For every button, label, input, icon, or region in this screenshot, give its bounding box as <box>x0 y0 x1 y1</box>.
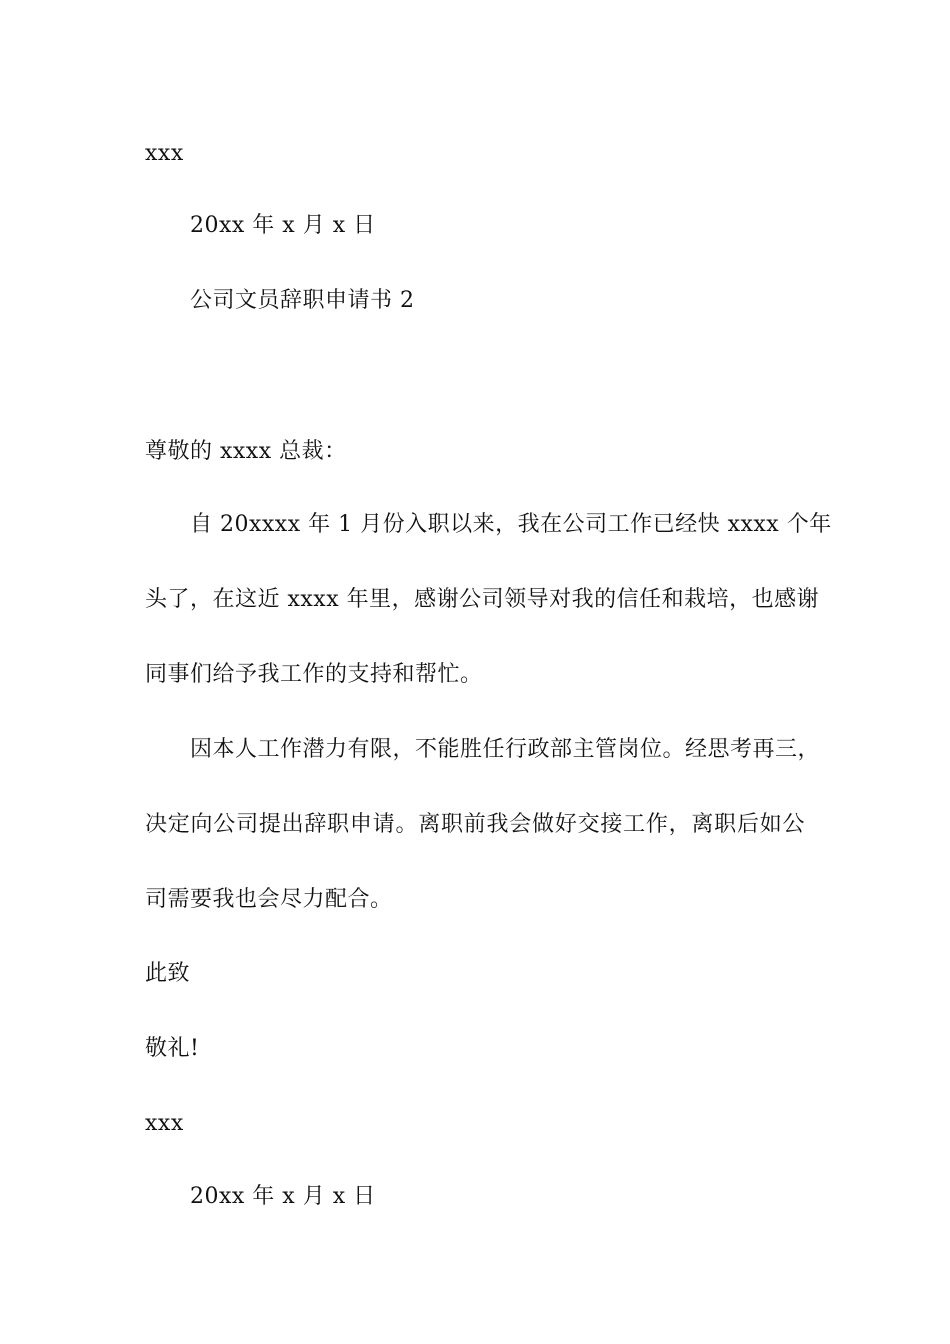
previous-letter-date: 20xx 年 x 月 x 日 <box>190 213 376 238</box>
letter-heading: 公司文员辞职申请书 2 <box>190 288 415 313</box>
paragraph-1-line-2: 头了，在这近 xxxx 年里，感谢公司领导对我的信任和栽培，也感谢 <box>145 587 820 612</box>
signature: xxx <box>145 1111 184 1136</box>
letter-date: 20xx 年 x 月 x 日 <box>190 1184 376 1209</box>
paragraph-1-line-3: 同事们给予我工作的支持和帮忙。 <box>145 662 483 687</box>
salutation: 尊敬的 xxxx 总裁： <box>145 439 347 464</box>
previous-letter-signature: xxx <box>145 141 184 166</box>
closing-line-1: 此致 <box>145 961 191 986</box>
paragraph-2-line-2: 决定向公司提出辞职申请。离职前我会做好交接工作，离职后如公 <box>145 812 805 837</box>
paragraph-2-line-1: 因本人工作潜力有限，不能胜任行政部主管岗位。经思考再三， <box>190 737 821 762</box>
paragraph-1-line-1: 自 20xxxx 年 1 月份入职以来，我在公司工作已经快 xxxx 个年 <box>190 512 832 537</box>
paragraph-2-line-3: 司需要我也会尽力配合。 <box>145 887 393 912</box>
closing-line-2: 敬礼! <box>145 1036 200 1061</box>
